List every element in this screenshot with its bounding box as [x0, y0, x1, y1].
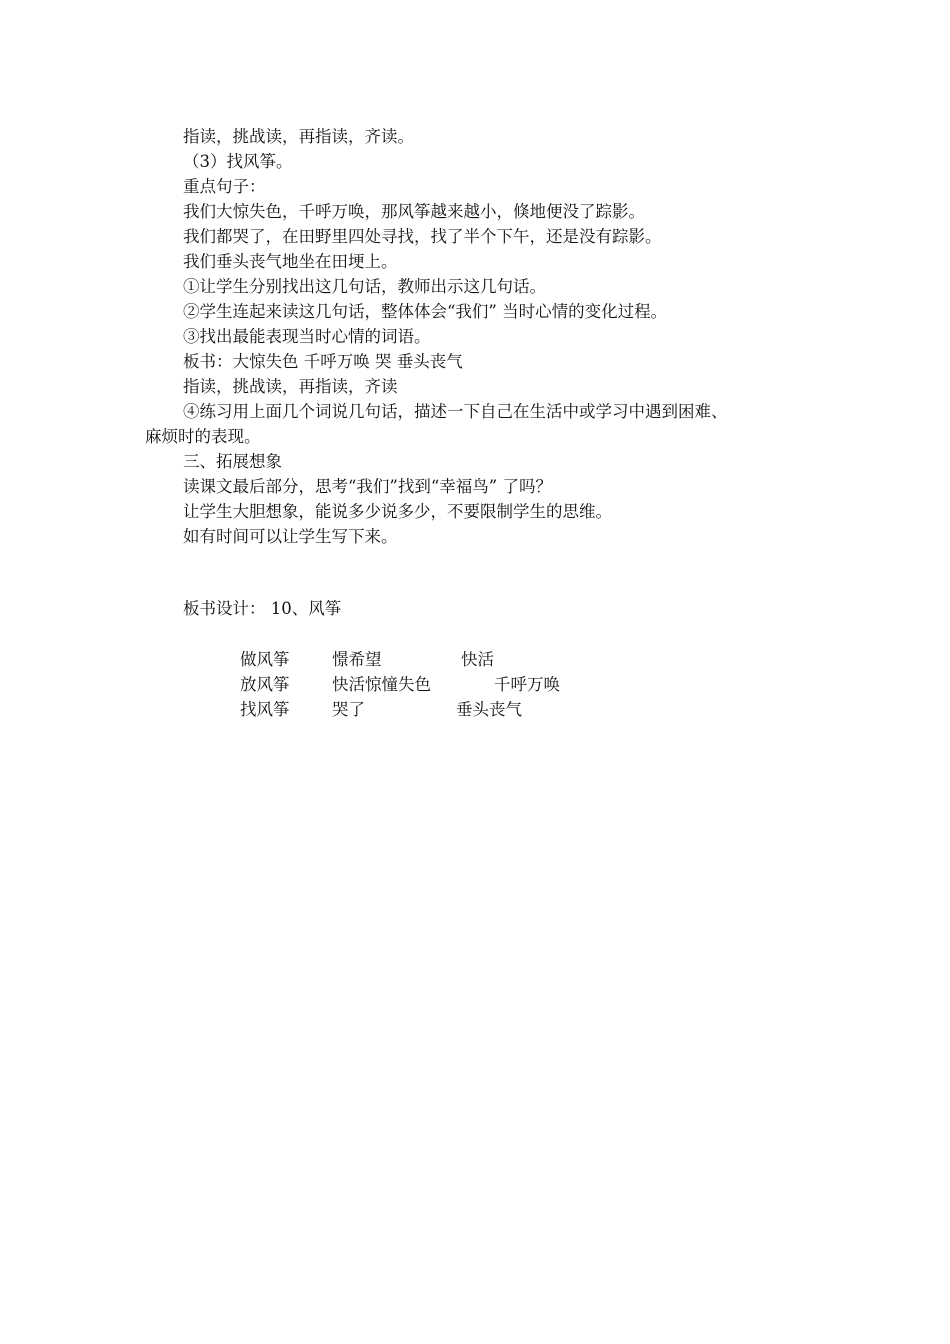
- paragraph-line: 指读，挑战读，再指读，齐读。: [183, 127, 414, 146]
- paragraph-line: ①让学生分别找出这几句话，教师出示这几句话。: [183, 277, 546, 296]
- board-cell: 快活: [461, 650, 494, 669]
- paragraph-line: 麻烦时的表现。: [145, 427, 261, 446]
- paragraph-line: 我们垂头丧气地坐在田埂上。: [183, 252, 398, 271]
- paragraph-line: 指读，挑战读，再指读，齐读: [183, 377, 398, 396]
- paragraph-line: （3）找风筝。: [183, 152, 293, 171]
- section-heading: 三、拓展想象: [183, 452, 282, 471]
- board-cell: 找风筝: [240, 700, 290, 719]
- paragraph-line: 如有时间可以让学生写下来。: [183, 527, 398, 546]
- paragraph-line: 板书：大惊失色 千呼万唤 哭 垂头丧气: [183, 352, 463, 371]
- board-cell: 哭了: [332, 700, 365, 719]
- paragraph-line: 重点句子：: [183, 177, 266, 196]
- paragraph-line: 让学生大胆想象，能说多少说多少，不要限制学生的思维。: [183, 502, 612, 521]
- board-cell: 放风筝: [240, 675, 290, 694]
- paragraph-line: ③找出最能表现当时心情的词语。: [183, 327, 431, 346]
- paragraph-line: ②学生连起来读这几句话，整体体会“我们” 当时心情的变化过程。: [183, 302, 668, 321]
- paragraph-line: 读课文最后部分，思考“我们”找到“幸福鸟” 了吗？: [183, 477, 552, 496]
- paragraph-line: ④练习用上面几个词说几句话，描述一下自己在生活中或学习中遇到困难、: [183, 402, 728, 421]
- board-design-heading: 板书设计： 10、风筝: [183, 599, 342, 618]
- board-cell: 垂头丧气: [456, 700, 522, 719]
- board-cell: 快活惊憧失色: [332, 675, 431, 694]
- paragraph-line: 我们都哭了，在田野里四处寻找，找了半个下午，还是没有踪影。: [183, 227, 662, 246]
- paragraph-line: 我们大惊失色，千呼万唤，那风筝越来越小，倏地便没了踪影。: [183, 202, 645, 221]
- board-cell: 憬希望: [332, 650, 382, 669]
- board-cell: 做风筝: [240, 650, 290, 669]
- board-cell: 千呼万唤: [494, 675, 560, 694]
